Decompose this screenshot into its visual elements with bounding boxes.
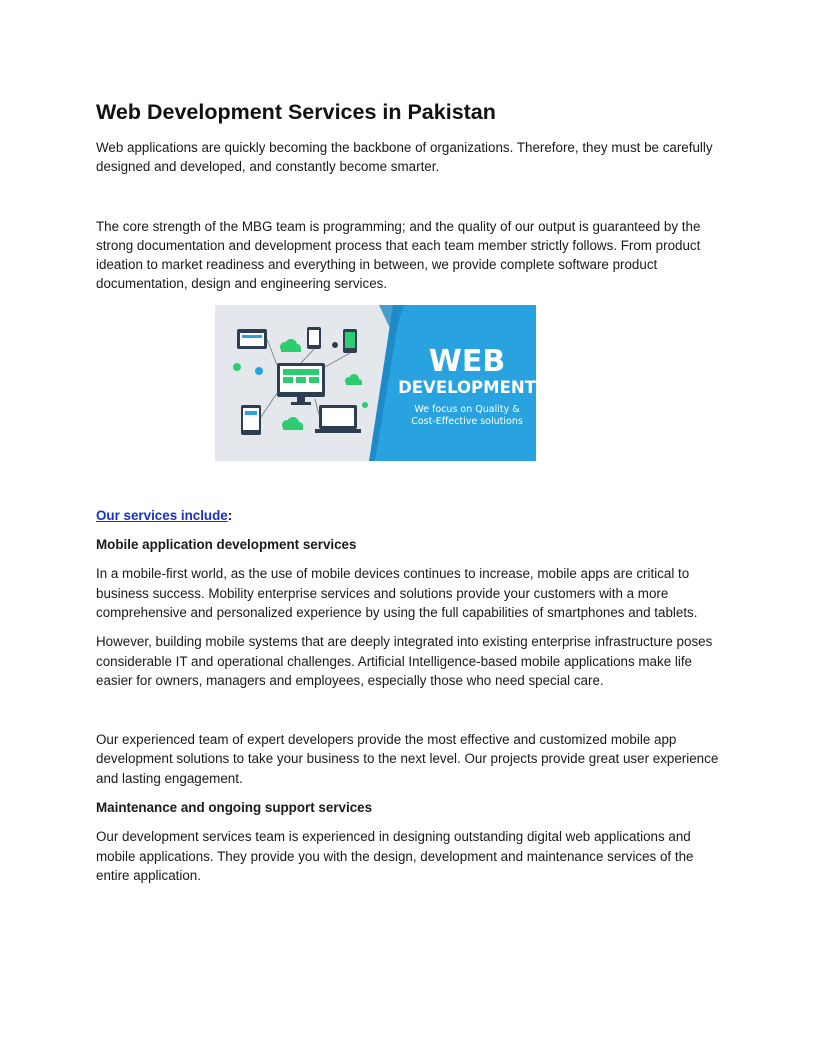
browser-window-icon [237,329,267,349]
mobile-paragraph-3: Our experienced team of expert developers provide the most effective and customized mobile app development solutions to take your business to the next level. Our projects provide great user experience and lasting engagement. [96,732,719,786]
banner-heading-line2: DEVELOPMENT [398,377,536,397]
page-title: Web Development Services in Pakistan [96,100,496,124]
web-development-illustration [215,305,536,461]
phone-icon [307,327,321,349]
banner-heading-line1: WEB [428,343,506,379]
document-content [96,98,728,885]
intro-paragraph: Web applications are quickly becoming the backbone of organizations. Therefore, they must be carefully designed and developed, and constantly become smarter. [96,140,713,175]
banner-tagline-line1: We focus on Quality & [414,403,520,415]
maintenance-heading: Maintenance and ongoing support services [96,800,373,816]
core-strength-paragraph: The core strength of the MBG team is programming; and the quality of our output is guaranteed by the strong documentation and development process that each team member strictly follows. From product ideation to market readiness and everything in between, we provide complete software product documentation, design and engineering services. [96,218,701,292]
mobile-paragraph-2: However, building mobile systems that are deeply integrated into existing enterprise infrastructure poses considerable IT and operational challenges. Artificial Intelligence-based mobile applications make life easier for owners, managers and employees, especially those who need special care. [96,634,713,688]
laptop-icon [315,405,361,433]
tablet-icon [241,405,261,435]
mobile-heading: Mobile application development services [96,537,357,553]
services-colon: : [227,507,233,523]
smartphone-icon [343,329,357,353]
web-development-banner [215,305,536,461]
services-heading [96,506,728,525]
banner-tagline-line2: Cost-Effective solutions [411,415,523,427]
maintenance-paragraph: Our development services team is experienced in designing outstanding digital web applications and mobile applications. They provide you with the design, development and maintenance services of the entire application. [96,829,694,883]
services-link[interactable]: Our services include [96,507,228,523]
mobile-paragraph-1: In a mobile-first world, as the use of mobile devices continues to increase, mobile apps are critical to business success. Mobility enterprise services and solutions provide your customers with a more comprehensive and personalized experience by using the full capabilities of smartphones and tablets. [96,566,698,620]
